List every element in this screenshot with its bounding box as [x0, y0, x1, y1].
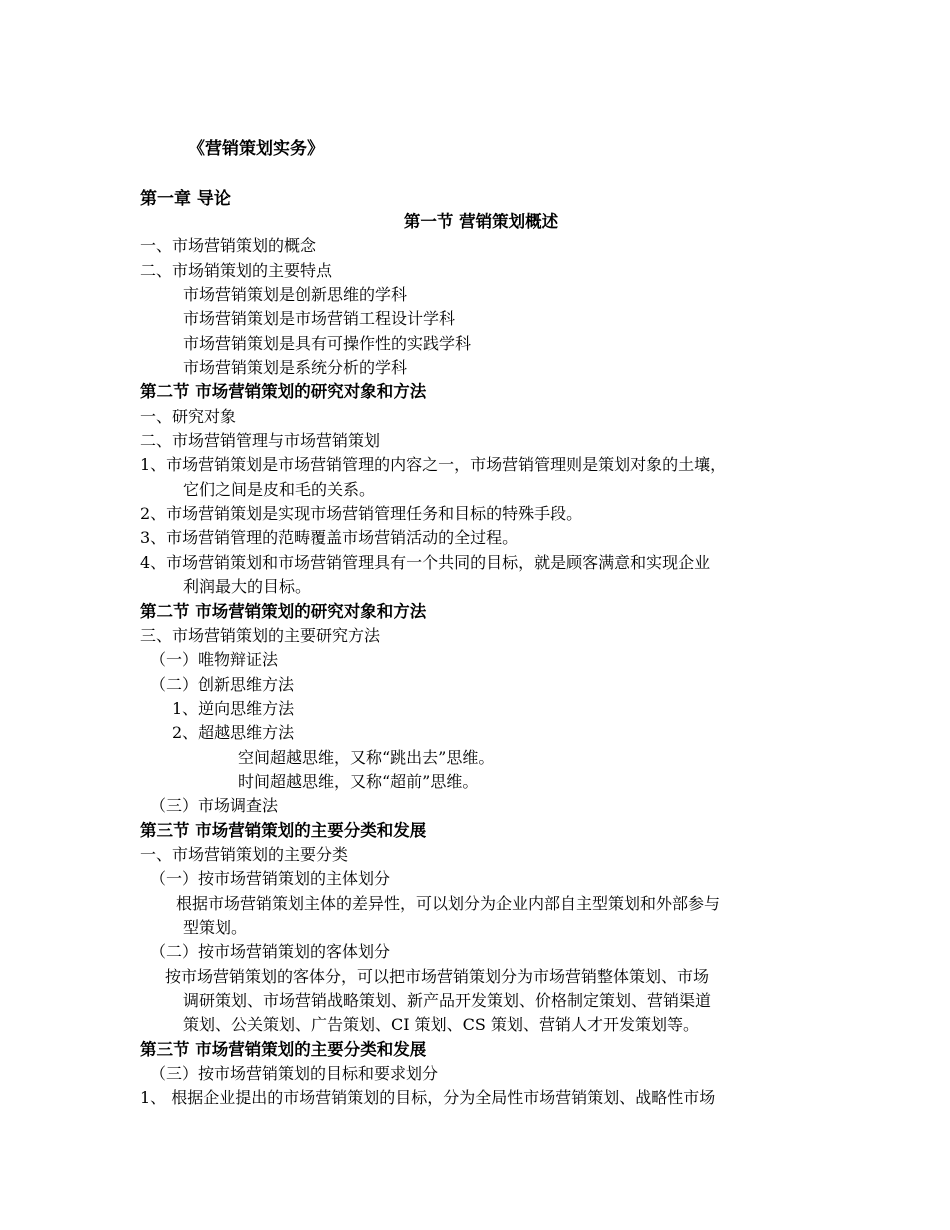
- text-line: 市场营销策划是具有可操作性的实践学科: [183, 333, 472, 353]
- text-line: 一、市场营销策划的概念: [140, 236, 317, 256]
- text-line: 一、市场营销策划的主要分类: [140, 844, 349, 864]
- text-line: 4、市场营销策划和市场营销管理具有一个共同的目标，就是顾客满意和实现企业: [140, 552, 711, 572]
- chapter-heading: 第一章 导论: [140, 189, 231, 209]
- text-line: （二）按市场营销策划的客体划分: [150, 942, 391, 962]
- text-line: 3、市场营销管理的范畴覆盖市场营销活动的全过程。: [140, 528, 519, 548]
- section-heading: 第三节 市场营销策划的主要分类和发展: [140, 820, 427, 840]
- text-line: 市场营销策划是创新思维的学科: [183, 285, 408, 305]
- text-line: 二、市场营销管理与市场营销策划: [140, 431, 381, 451]
- text-line: （一）按市场营销策划的主体划分: [150, 869, 391, 889]
- text-line: 二、市场销策划的主要特点: [140, 260, 333, 280]
- text-line: 根据市场营销策划主体的差异性，可以划分为企业内部自主型策划和外部参与: [176, 893, 721, 913]
- text-line: （一）唯物辩证法: [150, 650, 279, 670]
- section-heading: 第三节 市场营销策划的主要分类和发展: [140, 1039, 427, 1059]
- text-line: 策划、公关策划、广告策划、CI 策划、CS 策划、营销人才开发策划等。: [183, 1015, 699, 1035]
- text-line: 型策划。: [183, 917, 248, 937]
- text-line: 它们之间是皮和毛的关系。: [183, 479, 376, 499]
- text-line: 调研策划、市场营销战略策划、新产品开发策划、价格制定策划、营销渠道: [183, 991, 712, 1010]
- text-line: 1、市场营销策划是市场营销管理的内容之一，市场营销管理则是策划对象的土壤，: [140, 455, 727, 475]
- section-heading: 第一节 营销策划概述: [403, 212, 559, 231]
- text-line: 一、研究对象: [140, 406, 237, 426]
- text-line: 时间超越思维，又称“超前”思维。: [238, 771, 479, 791]
- text-line: 1、 根据企业提出的市场营销策划的目标，分为全局性市场营销策划、战略性市场: [140, 1088, 716, 1108]
- section-heading: 第二节 市场营销策划的研究对象和方法: [140, 601, 427, 621]
- text-line: 按市场营销策划的客体分，可以把市场营销策划分为市场营销整体策划、市场: [165, 966, 710, 986]
- text-line: （三）按市场营销策划的目标和要求划分: [150, 1064, 439, 1084]
- text-line: 三、市场营销策划的主要研究方法: [140, 625, 381, 645]
- text-line: 2、超越思维方法: [172, 723, 295, 743]
- text-line: （三）市场调查法: [150, 796, 279, 816]
- text-line: （二）创新思维方法: [150, 674, 295, 694]
- text-line: 市场营销策划是市场营销工程设计学科: [183, 309, 456, 329]
- text-line: 利润最大的目标。: [183, 577, 312, 597]
- text-line: 空间超越思维，又称“跳出去”思维。: [238, 747, 495, 767]
- text-line: 1、逆向思维方法: [172, 698, 295, 718]
- text-line: 市场营销策划是系统分析的学科: [183, 358, 408, 378]
- section-heading: 第二节 市场营销策划的研究对象和方法: [140, 382, 427, 402]
- document-body: [0, 210, 950, 1111]
- text-line: 2、市场营销策划是实现市场营销管理任务和目标的特殊手段。: [140, 504, 583, 524]
- document-title: 《营销策划实务》: [188, 139, 324, 159]
